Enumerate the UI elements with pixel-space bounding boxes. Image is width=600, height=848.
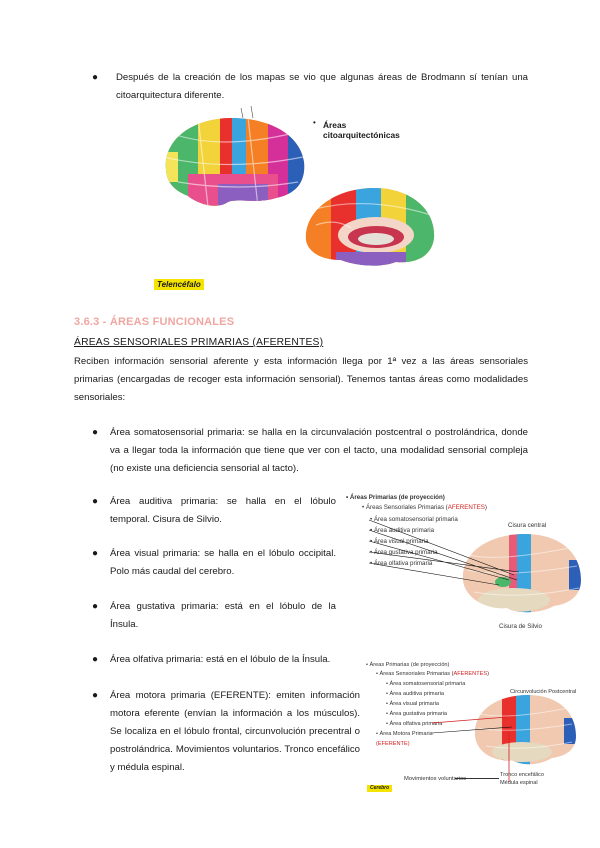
diagram2-label-bottom-right2: Médula espinal [500,780,538,786]
diagram1-item: • Área gustativa primaria [370,549,438,556]
bullet-dot: ● [92,690,99,701]
list-item-somatosensorial: Área somatosensorial primaria: se halla en la circunvalación postcentral o postrolándrica, donde va a llegar toda la información que tiene que ver con el tacto, una modalidad sensorial compleja (no existe una deficiencia sensorial al tacto). [110,427,528,474]
bullet-dot: ● [92,548,99,559]
diagram1-item: • Área olfativa primaria [370,560,433,567]
diagram2-brain-image [472,692,578,770]
diagram2-item: • Área gustativa primaria [386,711,448,717]
diagram2-title: • Áreas Primarias (de proyección) [366,662,450,668]
diagram2-label-right: Circunvolución Postcentral [510,689,577,695]
diagram2-item: • Área visual primaria [386,701,439,707]
diagram2-item: • Área somatosensorial primaria [386,681,466,687]
list-item-gustativa: Área gustativa primaria: está en el lóbulo de la Ínsula. [110,601,336,630]
intro-text: Después de la creación de los mapas se vio que algunas áreas de Brodmann sí tenían una citoarquitectura diferente. [116,72,528,101]
bullet-dot: ● [92,72,99,83]
diagram1-item: • Área auditiva primaria [370,527,435,534]
diagram2-item: • Área olfativa primaria [386,721,443,727]
figure-caption-highlight: Telencéfalo [154,279,204,290]
section-title: 3.6.3 - ÁREAS FUNCIONALES [74,316,235,328]
diagram2-arrow-line [455,778,499,779]
figure-label-line1: Áreas [323,120,347,130]
diagram1-brain-image [459,530,584,620]
diagram1-title: • Áreas Primarias (de proyección) [346,494,445,501]
diagram1-line2: • Áreas Sensoriales Primarias (AFERENTES) [362,504,487,511]
bullet-dot: ● [92,601,99,612]
diagram2-label-bottom-left: Movimientos voluntarios [404,776,467,782]
diagram1-label-right: Cisura central [508,522,547,529]
diagram2-line2: • Áreas Sensoriales Primarias (AFERENTES) [376,671,489,677]
diagram2-motor: • Área Motora Primaria [376,731,433,737]
lateral-brain-image [158,112,308,212]
list-item-motora: Área motora primaria (EFERENTE): emiten información motora eferente (envían la información a los músculos). Se localiza en el lóbulo frontal, circunvolución precentral o postrolándrica. Movimientos voluntarios. Tronco encefálico y médula espinal. [110,690,360,773]
list-item-auditiva: Área auditiva primaria: se halla en el lóbulo temporal. Cisura de Silvio. [110,496,336,525]
list-item-olfativa: Área olfativa primaria: está en el lóbulo de la Ínsula. [110,654,331,665]
bullet-dot: ● [92,427,99,438]
list-item-visual: Área visual primaria: se halla en el lóbulo occipital. Polo más caudal del cerebro. [110,548,336,577]
diagram1-label-bottom: Cisura de Silvio [499,623,542,630]
medial-brain-image [296,180,441,270]
bullet-dot: ● [92,496,99,507]
diagram2-label-bottom-right1: Tronco encefálico [500,772,544,778]
figure-label-dot: • [313,118,316,127]
section-paragraph: Reciben información sensorial aferente y esta información llega por 1ª vez a las áreas sensoriales primarias (encargadas de recoger esta información sensorial). Tenemos tantas áreas como modalidades sensoriales: [74,356,528,403]
bullet-dot: ● [92,654,99,665]
diagram2-motor-red: (EFERENTE) [376,741,410,747]
diagram2-item: • Área auditiva primaria [386,691,444,697]
diagram1-item: • Área visual primaria [370,538,429,545]
figure-label-line2: citoarquitectónicas [323,130,400,140]
diagram2-caption-highlight: Cerebro [367,785,392,792]
section-subtitle: ÁREAS SENSORIALES PRIMARIAS (AFERENTES) [74,337,324,348]
diagram1-item: • Área somatosensorial primaria [370,516,458,523]
